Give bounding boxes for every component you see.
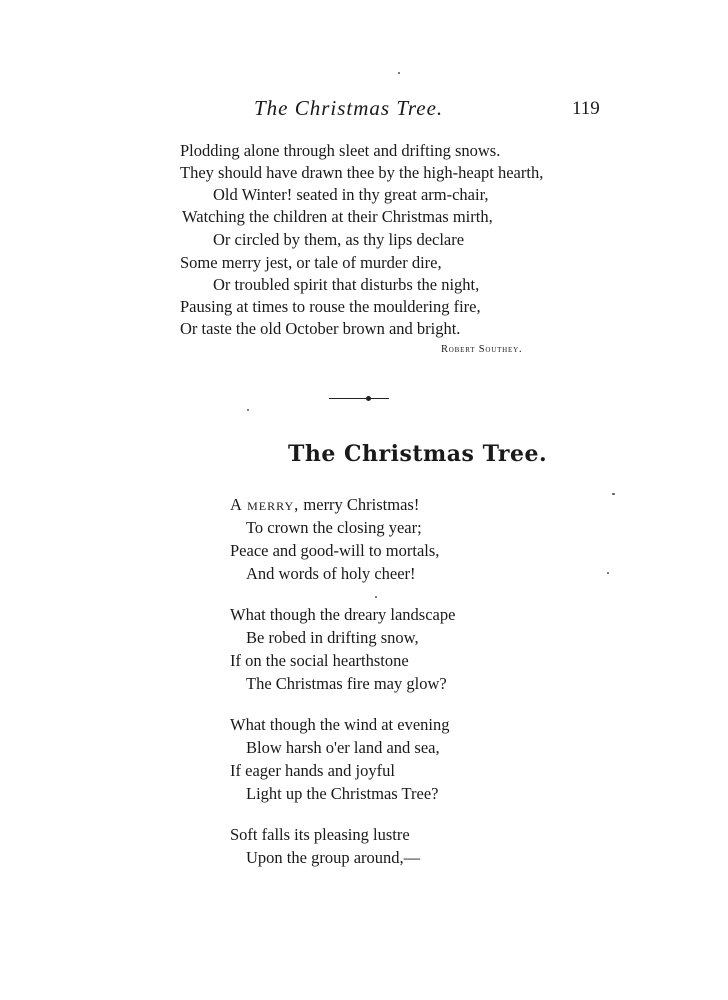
poem-line: They should have drawn thee by the high-heapt hearth,	[180, 163, 544, 182]
poem-line: Or troubled spirit that disturbs the night,	[213, 275, 480, 294]
poem-line: And words of holy cheer!	[246, 564, 416, 583]
poem-line: Some merry jest, or tale of murder dire,	[180, 253, 442, 272]
poem-title: The Christmas Tree.	[288, 441, 548, 467]
print-speck	[607, 572, 609, 574]
print-speck	[247, 409, 249, 411]
poem-line: Plodding alone through sleet and drifting snows.	[180, 141, 501, 160]
attribution: Robert Southey.	[441, 344, 523, 355]
poem-line: Peace and good-will to mortals,	[230, 541, 440, 560]
line-rest: merry Christmas!	[303, 495, 420, 514]
drop-word: A merry,	[230, 495, 300, 514]
poem-line: Or taste the old October brown and bright.	[180, 319, 461, 338]
poem-line: Old Winter! seated in thy great arm-chair,	[213, 185, 489, 204]
page-number: 119	[572, 98, 600, 119]
poem-line: Blow harsh o'er land and sea,	[246, 738, 440, 757]
poem-line: To crown the closing year;	[246, 518, 422, 537]
print-speck	[375, 596, 377, 598]
poem-line: Light up the Christmas Tree?	[246, 784, 439, 803]
poem-line: If on the social hearthstone	[230, 651, 409, 670]
poem-line: The Christmas fire may glow?	[246, 674, 447, 693]
poem-line: Upon the group around,—	[246, 848, 421, 867]
poem-line: If eager hands and joyful	[230, 761, 395, 780]
poem-line: Pausing at times to rouse the mouldering fire,	[180, 297, 481, 316]
poem-line: Watching the children at their Christmas mirth,	[182, 207, 493, 226]
running-head	[0, 96, 728, 126]
print-speck	[612, 493, 615, 495]
poem-line: What though the wind at evening	[230, 715, 450, 734]
running-title: The Christmas Tree.	[254, 96, 444, 120]
poem-line: Be robed in drifting snow,	[246, 628, 419, 647]
poem-line	[230, 495, 419, 515]
poem-line: Soft falls its pleasing lustre	[230, 825, 410, 844]
poem-line: Or circled by them, as thy lips declare	[213, 230, 465, 249]
poem-line: What though the dreary landscape	[230, 605, 456, 624]
print-speck	[398, 72, 400, 74]
divider-ornament	[366, 396, 371, 401]
section-divider	[329, 398, 389, 399]
